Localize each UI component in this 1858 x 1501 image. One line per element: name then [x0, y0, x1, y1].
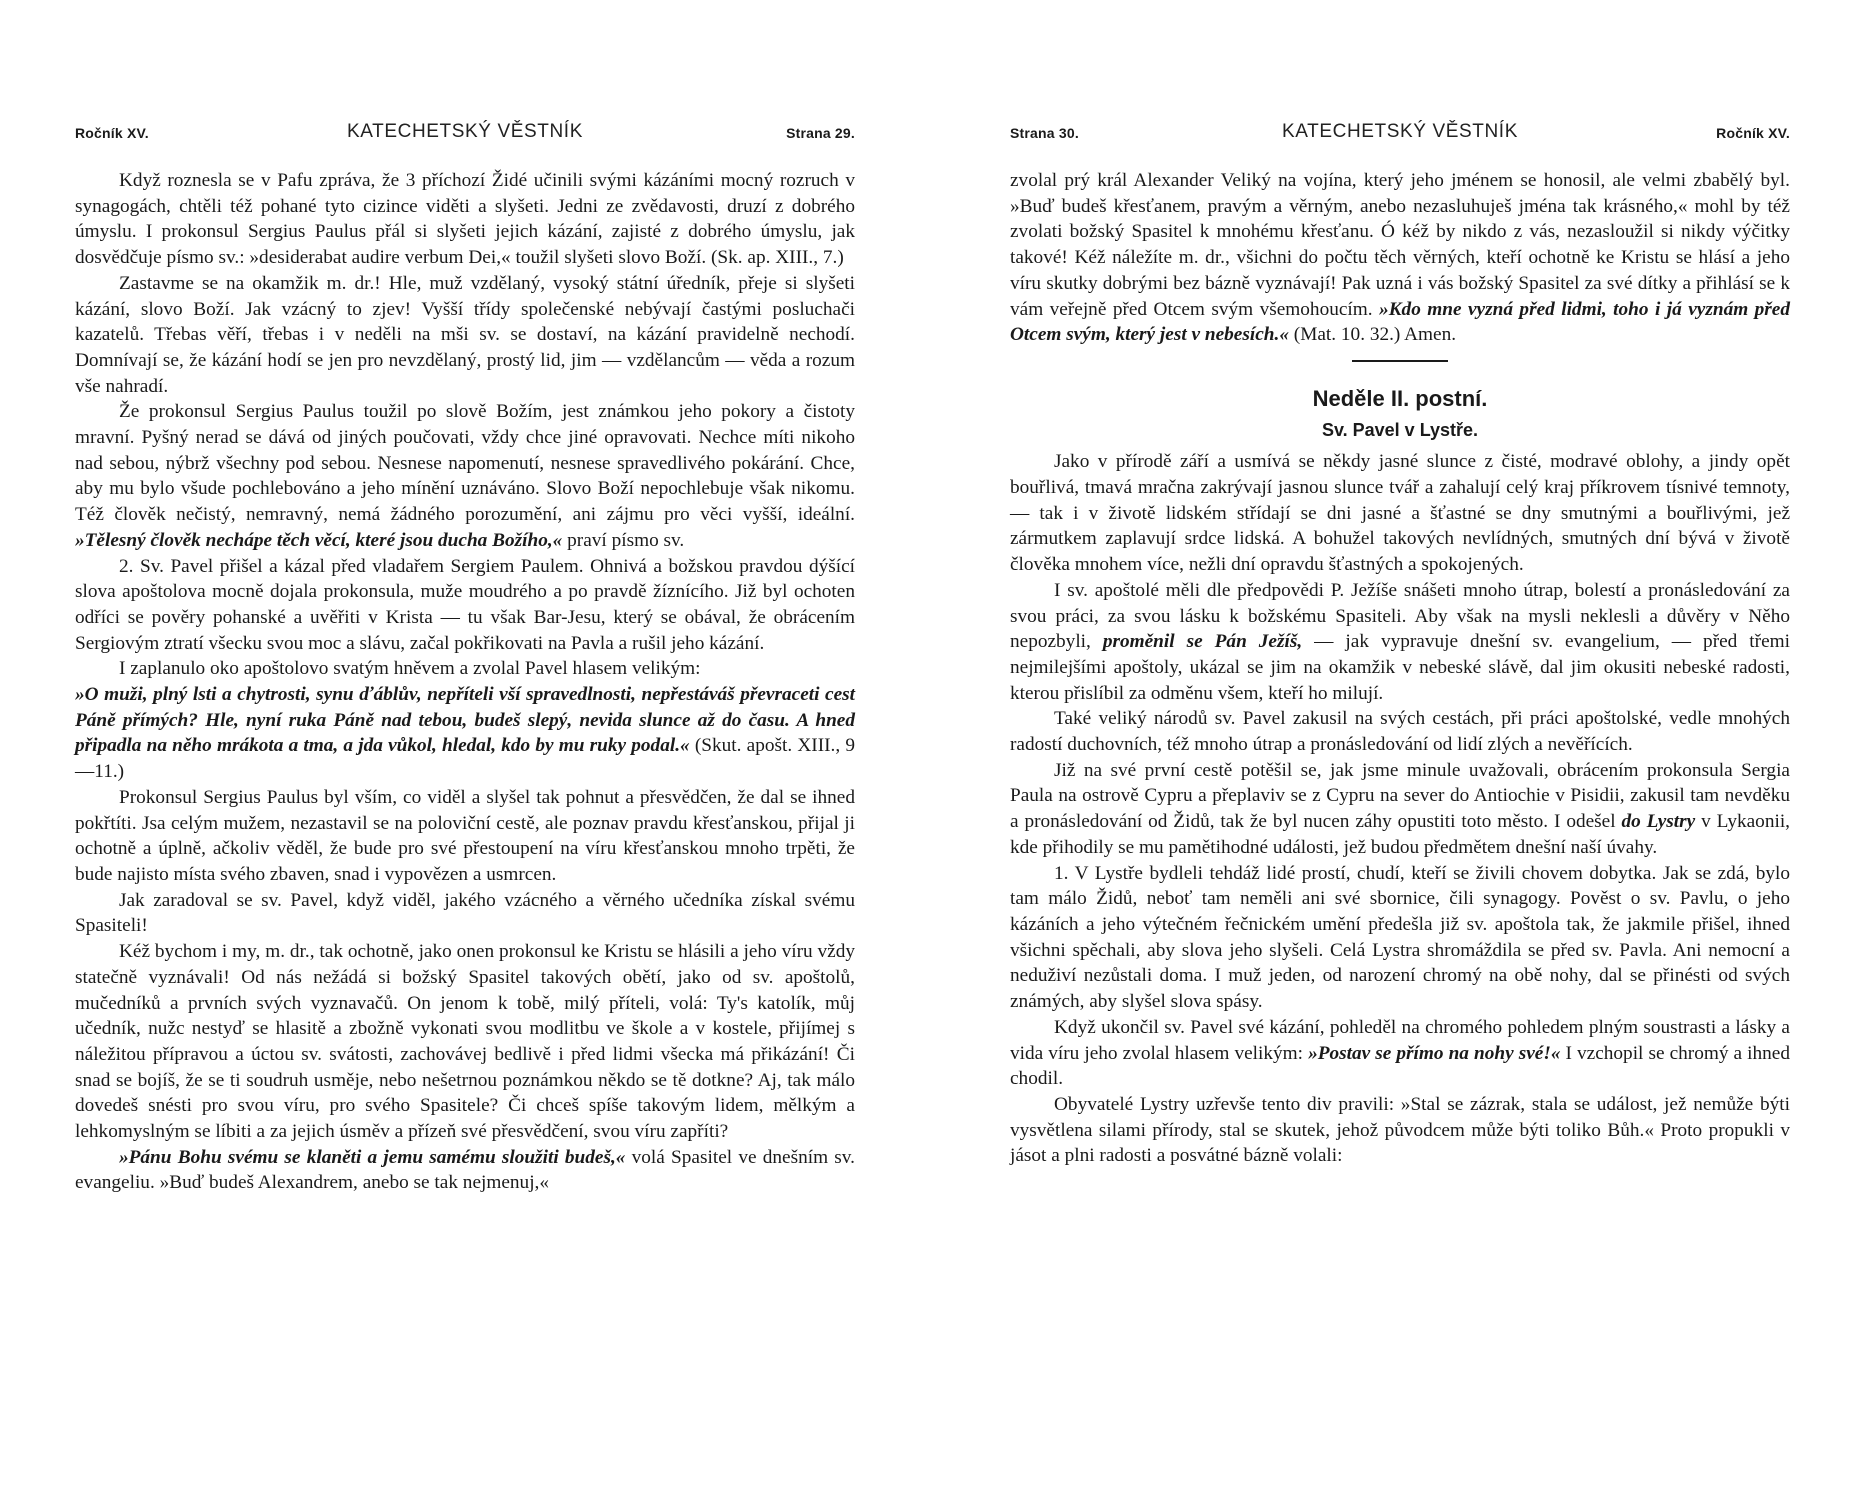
journal-title: KATECHETSKÝ VĚSTNÍK: [347, 121, 583, 142]
paragraph: Již na své první cestě potěšil se, jak jsme minule uvažovali, obrácením prokonsula Sergia Paula na ostrově Cypru a přeplaviv se z Cypru na sever do Antiochie v Pisidii, zakusil tam nevděku a pronásledování od Židů, tak že byl nucen záhy opustiti toto město. I odešel do Lystry v Lykaonii, kde přihodily se mu pamětihodné události, jež budou předmětem dnešní naší úvahy.: [1010, 759, 1790, 858]
paragraph: Zastavme se na okamžik m. dr.! Hle, muž vzdělaný, vysoký státní úředník, přeje si slyšeti kázání, slovo Boží. Jak vzácný to zjev! Vyšší třídy společenské nebývají častými posluchači kazatelů. Třebas věří, třebas i v neděli na mši sv. se dostaví, na kázání pravidelně nechodí. Domnívají se, že kázání hodí se jen pro nevzdělaný, prostý lid, jim — vzdělancům — věda a rozum vše nahradí.: [75, 272, 855, 397]
paragraph: Když roznesla se v Pafu zpráva, že 3 příchozí Židé učinili svými kázáními mocný rozruch v synagogách, chtěli též pohané tyto cizince viděti a slyšeti. Jedni ze zvědavosti, druzí z dobrého úmyslu. I prokonsul Sergius Paulus přál si slyšeti jejich kázání, zajisté z dobrého úmyslu, jak dosvědčuje písmo sv.: »desiderabat audire verbum Dei,« toužil slyšeti slovo Boží. (Sk. ap. XIII., 7.): [75, 170, 855, 269]
quote: do Lystry: [1621, 811, 1696, 833]
paragraph: 1. V Lystře bydleli tehdáž lidé prostí, chudí, kteří se živili chovem dobytka. Jak se zdá, bylo tam málo Židů, neboť tam neměli ani své sbornice, čili synagogy. Pověst o sv. Pavlu, o jeho kázáních a jeho výtečném řečnickém umění předešla již sv. apoštola tak, že jakmile přišel, ihned všichni spěchali, aby slova jeho slyšeli. Celá Lystra shromáždila se před sv. Pavla. Ani nemocní a neduživí nezůstali doma. I muž jeden, od narození chromý na obě nohy, dal se přinésti od svých známých, aby slyšel slova spásy.: [1010, 862, 1790, 1013]
right-page-text: [1010, 168, 1790, 1169]
quote: »Tělesný člověk nechápe těch věcí, které jsou ducha Božího,«: [75, 529, 563, 551]
paragraph: Kéž bychom i my, m. dr., tak ochotně, jako onen prokonsul ke Kristu se hlásili a jeho víru vždy statečně vyznávali! Od nás nežádá si božský Spasitel takových obětí, jako od sv. apoštolů, mučedníků a prvních svých vyznavačů. On jenom k tobě, milý příteli, volá: Ty's katolík, můj učedník, nužc nestyď se hlasitě a zbožně vykonati svou modlitbu ve škole a v kostele, přijímej s náležitou přípravou a úctou sv. svátosti, zachovávej bedlivě i před lidmi všecka má přikázání! Či snad se bojíš, že se ti soudruh usměje, nebo nešetrnou poznámkou někdo se tě dotkne? Aj, tak málo dovedeš snésti pro svou víru, pro svého Spasitele? Či chceš spíše takovým lidem, mělkým a lehkomyslným se líbiti a za jejich úsměv a přízeň své přesvědčení, svou víru zapříti?: [75, 941, 855, 1143]
section-divider: [1352, 360, 1448, 362]
paragraph: »Pánu Bohu svému se klaněti a jemu samému sloužiti budeš,« volá Spasitel ve dnešním sv. evangeliu. »Buď budeš Alexandrem, anebo se tak nejmenuj,«: [75, 1146, 855, 1194]
right-running-head: [1010, 121, 1790, 151]
paragraph: Jako v přírodě září a usmívá se někdy jasné slunce z čisté, modravé oblohy, a jindy opět bouřlivá, tmavá mračna zakrývají jasnou slunce tvář a zahalují celý kraj příkrovem tísnivé temnoty, — tak i v životě lidském střídají se dni jasné a šťastné se dny smutnými a bouřlivými, jež zármutkem zaplavují srdce lidská. A bohužel takových nevlídných, smutných dní bývá v životě člověka mnohem více, nežli dní opravdu šťastných a spokojených.: [1010, 451, 1790, 576]
section-subtitle: Sv. Pavel v Lystře.: [1321, 419, 1479, 440]
paragraph: Že prokonsul Sergius Paulus toužil po slově Božím, jest známkou jeho pokory a čistoty mravní. Pyšný nerad se dává od jiných poučovati, vždy chce jiné opravovati. Nechce míti nikoho nad sebou, nýbrž všechny pod sebou. Nesnese napomenutí, nesnese spravedlivého pokárání. Chce, aby mu bylo všude pochlebováno a jeho mínění uznáváno. Slovo Boží nepochlebuje však nikomu. Též člověk nečistý, nemravný, nemá žádného porozumění, ani zájmu pro věci vyšší, ideální. »Tělesný člověk nechápe těch věcí, které jsou ducha Božího,« praví písmo sv.: [75, 401, 855, 551]
left-page-text: [75, 168, 855, 1196]
journal-title: KATECHETSKÝ VĚSTNÍK: [1282, 121, 1518, 142]
paragraph: 2. Sv. Pavel přišel a kázal před vladařem Sergiem Paulem. Ohnivá a božskou pravdou dýšící slova apoštolova mocně dojala prokonsula, muže moudrého a po pravdě žíznícího. Již byl ochoten odříci se pověry pohanské a uvěřiti v Krista — tu však Bar-Jesu, který se obával, že obrácením Sergiovým ztratí všecku svou moc a slávu, začal pokřikovati na Pavla a rušil jeho kázání.: [75, 555, 855, 654]
page-number: Strana 29.: [786, 125, 855, 141]
volume-label: Ročník XV.: [75, 125, 149, 141]
paragraph: »O muži, plný lsti a chytrosti, synu ďáblův, nepříteli vší spravedlnosti, nepřestáváš převraceti cest Páně přímých? Hle, nyní ruka Páně nad tebou, budeš slepý, nevida slunce až do času. A hned připadla na něho mrákota a tma, a jda vůkol, hledal, kdo by mu ruky podal.« (Skut. apošt. XIII., 9—11.): [75, 684, 856, 783]
paragraph: Prokonsul Sergius Paulus byl vším, co viděl a slyšel tak pohnut a přesvědčen, že dal se ihned pokřtíti. Jsa celým mužem, nezastavil se na poloviční cestě, ale poznav pravdu křesťanskou, přijal ji ochotně a úplně, ačkoliv věděl, že bude pro své přestoupení na víru křesťanskou mnoho trpěti, že bude najisto místa svého zbaven, snad i vypovězen a usmrcen.: [75, 786, 855, 885]
quote: »Pánu Bohu svému se klaněti a jemu samému sloužiti budeš,«: [119, 1146, 626, 1168]
paragraph: Když ukončil sv. Pavel své kázání, pohleděl na chromého pohledem plným soustrasti a lásky a vida víru jeho zvolal hlasem velikým: »Postav se přímo na nohy své!« I vzchopil se chromý a ihned chodil.: [1010, 1016, 1791, 1090]
volume-label: Ročník XV.: [1716, 125, 1790, 141]
paragraph: Také veliký národů sv. Pavel zakusil na svých cestách, při práci apoštolské, vedle mnohých radostí duchovních, též mnoho útrap a pronásledování od lidí zlých a nevěřících.: [1010, 708, 1790, 756]
paragraph: Jak zaradoval se sv. Pavel, když viděl, jakého vzácného a věrného učedníka získal svému Spasiteli!: [75, 889, 855, 937]
quote: proměnil se Pán Ježíš,: [1102, 631, 1303, 653]
paragraph: I zaplanulo oko apoštolovo svatým hněvem a zvolal Pavel hlasem velikým:: [119, 658, 701, 680]
quote: »Postav se přímo na nohy své!«: [1308, 1042, 1561, 1064]
quote: »Kdo mne vyzná před lidmi, toho i já vyznám před Otcem svým, který jest v nebesích.«: [1010, 298, 1791, 346]
paragraph: Obyvatelé Lystry uzřevše tento div pravili: »Stal se zázrak, stala se událost, jež nemůže býti vysvětlena silami přírody, stal se skutek, jehož původcem může býti toliko Bůh.« Proto propukli v jásot a plni radosti a posvátné bázně volali:: [1010, 1093, 1790, 1167]
paragraph: I sv. apoštolé měli dle předpovědi P. Ježíše snášeti mnoho útrap, bolestí a pronásledování za svou práci, za svou lásku k božskému Spasiteli. Aby však na mysli neklesli a důvěry v Něho nepozbyli, proměnil se Pán Ježíš, — jak vypravuje dnešní sv. evangelium, — před třemi nejmilejšími apoštoly, ukázal se jim na okamžik v nebeské slávě, dal jim okusiti nebeské radosti, kterou přislíbil za odměnu všem, kteří ho milují.: [1010, 579, 1790, 704]
quote: »O muži, plný lsti a chytrosti, synu ďáblův, nepříteli vší spravedlnosti, nepřestáváš převraceti cest Páně přímých? Hle, nyní ruka Páně nad tebou, budeš slepý, nevida slunce až do času. A hned připadla na něho mrákota a tma, a jda vůkol, hledal, kdo by mu ruky podal.«: [75, 684, 855, 757]
page-number: Strana 30.: [1010, 125, 1079, 141]
left-running-head: [75, 121, 855, 151]
section-title: Neděle II. postní.: [1312, 385, 1488, 411]
paragraph: zvolal prý král Alexander Veliký na vojína, který jeho jménem se honosil, ale velmi zbabělý byl. »Buď budeš křesťanem, pravým a věrným, anebo nezasluhuješ jména tak krásného,« mohl by též zvolati božský Spasitel k mnohému křesťanu. Ó kéž by nikdo z vás, nezasloužil si nikdy výčitky takové! Kéž náležíte m. dr., všichni do počtu těch věrných, kteří ochotně ke Kristu se hlásí a jeho víru skutky dobrými bez bázně vyznávají! Pak uzná i vás božský Spasitel za své dítky a přihlásí se k vám veřejně před Otcem svým všemohoucím. »Kdo mne vyzná před lidmi, toho i já vyznám před Otcem svým, který jest v nebesích.« (Mat. 10. 32.) Amen.: [1010, 170, 1791, 346]
